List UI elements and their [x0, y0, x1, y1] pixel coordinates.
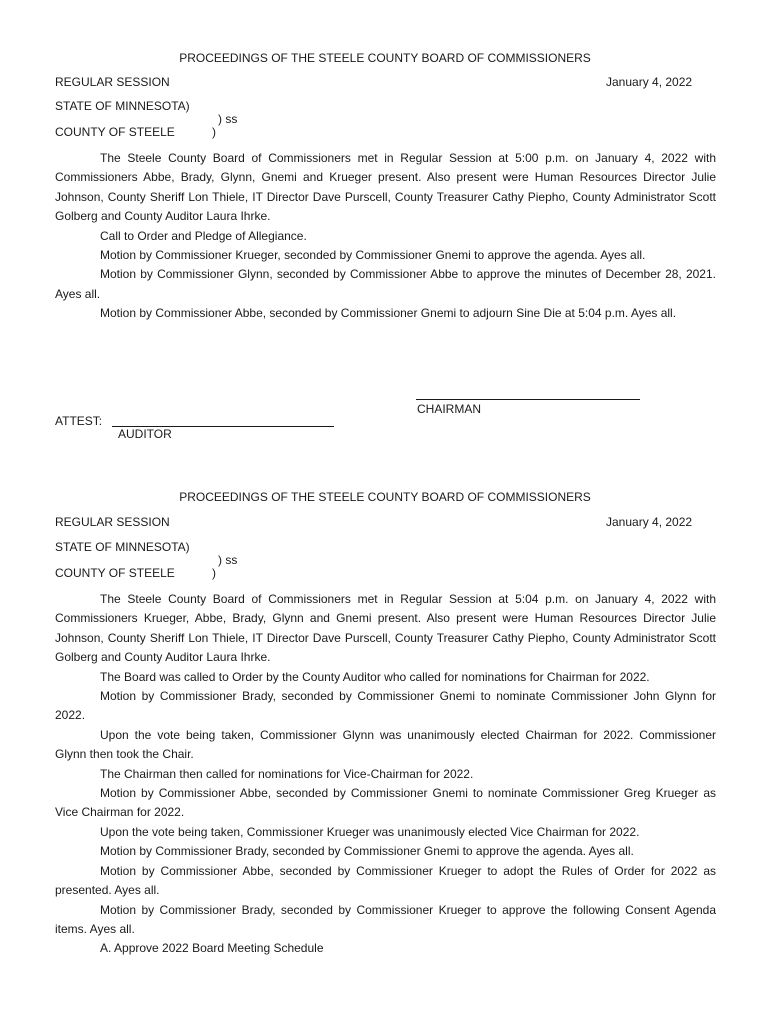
section2-venue-county: COUNTY OF STEELE — [55, 566, 175, 580]
paragraph: Call to Order and Pledge of Allegiance. — [100, 228, 307, 243]
section1-venue-state: STATE OF MINNESOTA) — [55, 99, 190, 113]
paragraph: The Steele County Board of Commissioners met in Regular Session at 5:00 p.m. on January 4, 2022 with Commissioners Abbe, Brady, Glynn, Gnemi and Krueger present. Also present were Human Resources Director Julie Johnson, County Sheriff Lon Thiele, IT Director Dave Purscell, County Treasurer Cathy Piepho, County Administrator Scott Golberg and County Auditor Laura Ihrke. — [55, 151, 716, 224]
paragraph: The Chairman then called for nominations for Vice-Chairman for 2022. — [100, 766, 474, 781]
paragraph: Motion by Commissioner Brady, seconded by Commissioner Krueger to approve the following Consent Agenda items. Ayes all. — [55, 902, 716, 936]
paragraph: Motion by Commissioner Abbe, seconded by Commissioner Krueger to adopt the Rules of Order for 2022 as presented. Ayes all. — [55, 863, 716, 898]
section2-venue-state: STATE OF MINNESOTA) — [55, 540, 190, 554]
paragraph: Motion by Commissioner Abbe, seconded by Commissioner Gnemi to nominate Commissioner Greg Krueger as Vice Chairman for 2022. — [55, 786, 716, 820]
paragraph: Motion by Commissioner Abbe, seconded by Commissioner Gnemi to adjourn Sine Die at 5:04 p.m. Ayes all. — [100, 306, 677, 321]
section1-date: January 4, 2022 — [606, 75, 693, 89]
section2-session-label: REGULAR SESSION — [55, 515, 170, 529]
section2-venue-paren: ) — [212, 566, 216, 580]
paragraph: Motion by Commissioner Krueger, seconded by Commissioner Gnemi to approve the agenda. Ayes all. — [100, 248, 646, 263]
attest-label: ATTEST: — [55, 414, 103, 428]
paragraph: Motion by Commissioner Glynn, seconded by Commissioner Abbe to approve the minutes of December 28, 2021. Ayes all. — [55, 267, 716, 301]
section1-heading: PROCEEDINGS OF THE STEELE COUNTY BOARD OF COMMISSIONERS — [179, 51, 591, 65]
section1-venue-paren: ) — [212, 125, 216, 139]
chairman-signature-line — [416, 399, 640, 400]
auditor-label: AUDITOR — [118, 427, 172, 441]
paragraph: Motion by Commissioner Brady, seconded by Commissioner Gnemi to approve the agenda. Ayes all. — [100, 844, 634, 859]
consent-agenda-item: A. Approve 2022 Board Meeting Schedule — [100, 941, 324, 956]
section1-venue-ss: ) ss — [218, 112, 238, 126]
section2-venue-ss: ) ss — [218, 553, 238, 567]
paragraph: The Steele County Board of Commissioners met in Regular Session at 5:04 p.m. on January 4, 2022 with Commissioners Krueger, Abbe, Brady, Glynn and Gnemi present. Also present were Human Resources Director Julie Johnson, County Sheriff Lon Thiele, IT Director Dave Purscell, County Treasurer Cathy Piepho, County Administrator Scott Golberg and County Auditor Laura Ihrke. — [55, 592, 716, 665]
section2-date: January 4, 2022 — [606, 515, 693, 529]
paragraph: Upon the vote being taken, Commissioner Krueger was unanimously elected Vice Chairman for 2022. — [100, 824, 640, 839]
section1-venue-county: COUNTY OF STEELE — [55, 125, 175, 139]
chairman-label: CHAIRMAN — [417, 402, 482, 416]
section1-body — [55, 149, 716, 324]
paragraph: Upon the vote being taken, Commissioner Glynn was unanimously elected Chairman for 2022. Commissioner Glynn then took the Chair. — [55, 727, 716, 762]
section2-heading: PROCEEDINGS OF THE STEELE COUNTY BOARD OF COMMISSIONERS — [179, 490, 591, 504]
paragraph: The Board was called to Order by the County Auditor who called for nominations for Chairman for 2022. — [100, 669, 650, 684]
section2-body — [55, 590, 716, 959]
paragraph: Motion by Commissioner Brady, seconded by Commissioner Gnemi to nominate Commissioner John Glynn for 2022. — [55, 689, 716, 723]
section1-session-label: REGULAR SESSION — [55, 75, 170, 89]
